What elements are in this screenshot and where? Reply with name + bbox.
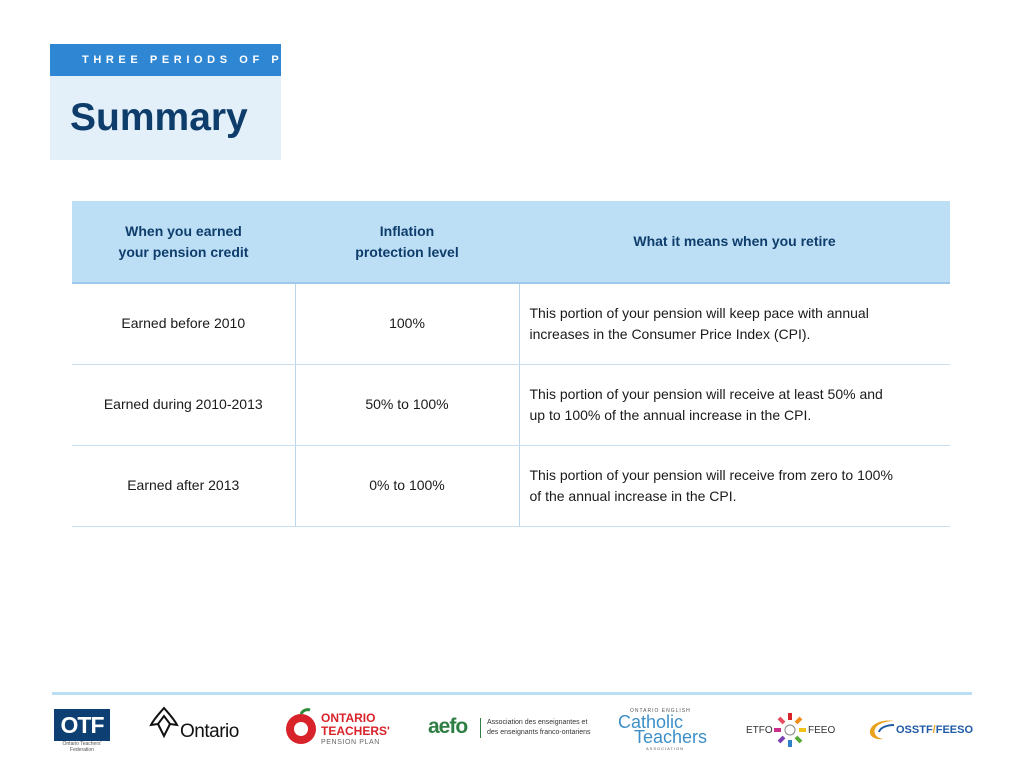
column-header-level-line1: Inflation — [379, 222, 435, 239]
etfo-left-text: ETFO — [746, 725, 773, 736]
otf-logo-caption: Ontario Teachers' Federation — [62, 741, 102, 753]
meaning-line2: increases in the Consumer Price Index (CPI). — [529, 325, 811, 342]
section-kicker: THREE PERIODS OF PENSION CREDIT — [82, 54, 430, 66]
column-header-level — [295, 201, 519, 283]
oecta-word1: Catholic — [618, 712, 684, 732]
oecta-top-text: ONTARIO ENGLISH — [630, 708, 691, 714]
column-header-period — [72, 201, 295, 283]
swoosh-icon — [868, 717, 896, 743]
period-cell: Earned before 2010 — [72, 283, 295, 364]
otpp-line2: TEACHERS' — [321, 724, 390, 738]
level-cell: 100% — [295, 283, 519, 364]
otf-logo-icon: OTF — [54, 709, 110, 741]
meaning-line2: of the annual increase in the CPI. — [529, 487, 737, 504]
page-title: Summary — [70, 96, 248, 139]
column-header-period-line1: When you earned — [125, 222, 242, 239]
otpp-line3: PENSION PLAN — [321, 739, 380, 746]
people-wheel-icon — [772, 709, 808, 751]
aefo-wordmark: aefo — [428, 715, 468, 738]
osstf-right: FEESO — [935, 724, 974, 736]
meaning-cell — [519, 283, 950, 364]
aefo-logo — [428, 703, 591, 761]
table-header-row — [72, 201, 950, 283]
osstf-logo — [868, 703, 972, 761]
meaning-cell — [519, 445, 950, 526]
osstf-slash: / — [932, 724, 936, 736]
column-header-meaning: What it means when you retire — [519, 201, 950, 283]
footer-divider — [52, 692, 972, 695]
meaning-cell — [519, 364, 950, 445]
section-kicker-bar — [50, 44, 430, 76]
period-cell: Earned during 2010-2013 — [72, 364, 295, 445]
meaning-line1: This portion of your pension will keep pace with annual — [529, 304, 869, 321]
table-row — [72, 364, 950, 445]
table-row — [72, 445, 950, 526]
table-row — [72, 283, 950, 364]
oecta-logo — [616, 703, 716, 761]
column-header-period-line2: your pension credit — [118, 243, 249, 260]
ontario-wordmark: Ontario — [180, 721, 239, 742]
oecta-bottom-text: ASSOCIATION — [646, 746, 685, 751]
trillium-icon — [148, 705, 180, 739]
oecta-word2: Teachers — [634, 727, 708, 747]
otpp-line1: ONTARIO — [321, 711, 376, 725]
ontario-logo — [148, 703, 252, 761]
level-cell: 0% to 100% — [295, 445, 519, 526]
etfo-right-text: FEEO — [808, 725, 836, 736]
otf-logo — [54, 703, 112, 761]
title-block — [50, 44, 430, 160]
osstf-wordmark — [896, 724, 973, 736]
aefo-caption-line1: Association des enseignantes et — [487, 719, 588, 726]
meaning-line1: This portion of your pension will receive at least 50% and — [529, 385, 883, 402]
meaning-line2: up to 100% of the annual increase in the CPI. — [529, 406, 812, 423]
summary-table — [72, 201, 950, 527]
meaning-line1: This portion of your pension will receive from zero to 100% — [529, 466, 893, 483]
column-header-level-line2: protection level — [355, 243, 459, 260]
aefo-divider — [480, 718, 481, 738]
footer-logos — [52, 703, 972, 763]
apple-icon — [284, 707, 318, 747]
period-cell: Earned after 2013 — [72, 445, 295, 526]
osstf-left: OSSTF — [896, 724, 933, 736]
otpp-logo — [284, 703, 400, 761]
level-cell: 50% to 100% — [295, 364, 519, 445]
etfo-logo — [746, 703, 838, 761]
aefo-caption-line2: des enseignants franco-ontariens — [487, 729, 591, 736]
